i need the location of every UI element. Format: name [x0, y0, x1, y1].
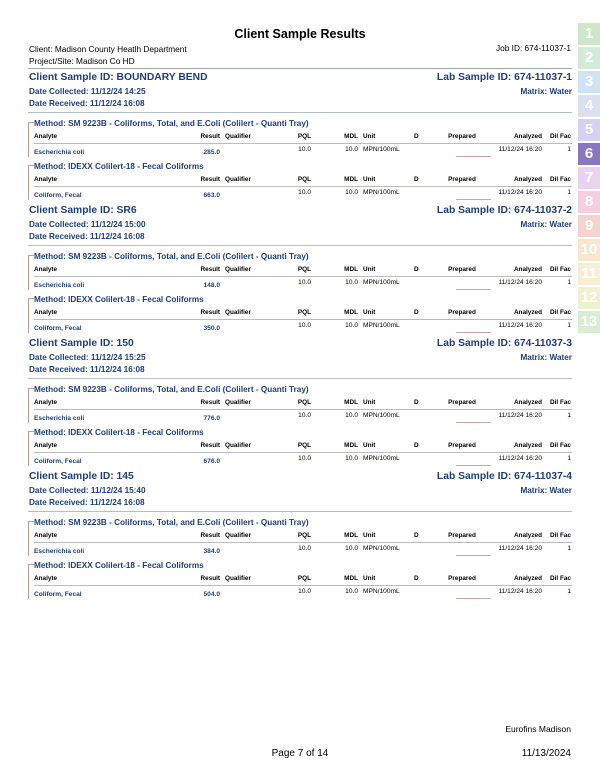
page-tab-8[interactable]: 8	[578, 191, 600, 213]
pql-value: 10.0	[298, 189, 311, 196]
date-collected: Date Collected: 11/12/24 15:00	[29, 220, 146, 229]
date-collected: Date Collected: 11/12/24 15:40	[29, 486, 146, 495]
col-analyte: Analyte	[34, 532, 58, 539]
col-pql: PQL	[297, 575, 311, 582]
column-header-divider	[34, 585, 572, 586]
analyzed-value: 11/12/24 16:20	[498, 545, 542, 552]
method-title: Method: IDEXX Colilert-18 - Fecal Coliforms	[34, 295, 204, 304]
client-sample-id: Client Sample ID: SR6	[29, 205, 137, 216]
result-value: 285.0	[203, 149, 220, 156]
footer-page-number: Page 7 of 14	[271, 748, 329, 759]
method-title: Method: IDEXX Colilert-18 - Fecal Coliforms	[34, 428, 204, 437]
col-analyzed: Analyzed	[513, 266, 542, 273]
dil-fac-value: 1	[567, 545, 571, 552]
sample-header	[28, 203, 572, 249]
method-title: Method: SM 9223B - Coliforms, Total, and E.Coli (Colilert - Quanti Tray)	[34, 385, 309, 394]
analyte-name: Coliform, Fecal	[34, 192, 82, 199]
sample-divider	[28, 112, 572, 113]
method-title: Method: SM 9223B - Coliforms, Total, and E.Coli (Colilert - Quanti Tray)	[34, 252, 309, 261]
dil-fac-value: 1	[567, 322, 571, 329]
date-received: Date Received: 11/12/24 16:08	[29, 99, 145, 108]
date-collected: Date Collected: 11/12/24 15:25	[29, 353, 146, 362]
col-analyte: Analyte	[34, 399, 58, 406]
dil-fac-value: 1	[567, 455, 571, 462]
page-tab-5[interactable]: 5	[578, 119, 600, 141]
pql-value: 10.0	[298, 588, 311, 595]
col-result: Result	[200, 575, 220, 582]
column-header-row	[28, 176, 572, 186]
method-block	[28, 559, 572, 602]
col-pql: PQL	[297, 176, 311, 183]
col-dil-fac: Dil Fac	[550, 133, 571, 140]
matrix: Matrix: Water	[520, 87, 572, 96]
col-qualifier: Qualifier	[225, 575, 251, 582]
col-unit: Unit	[363, 532, 376, 539]
method-title: Method: IDEXX Colilert-18 - Fecal Coliforms	[34, 561, 204, 570]
table-row	[28, 412, 572, 423]
col-result: Result	[200, 532, 220, 539]
client-sample-id: Client Sample ID: BOUNDARY BEND	[29, 72, 208, 83]
col-prepared: Prepared	[448, 575, 476, 582]
dil-fac-value: 1	[567, 279, 571, 286]
col-pql: PQL	[297, 266, 311, 273]
page-tab-strip	[578, 23, 600, 335]
col-prepared: Prepared	[448, 176, 476, 183]
page-tab-7[interactable]: 7	[578, 167, 600, 189]
analyzed-value: 11/12/24 16:20	[498, 455, 542, 462]
date-received: Date Received: 11/12/24 16:08	[29, 232, 145, 241]
table-row	[28, 545, 572, 556]
column-header-row	[28, 532, 572, 542]
col-prepared: Prepared	[448, 309, 476, 316]
sample-divider	[28, 511, 572, 512]
mdl-value: 10.0	[345, 545, 358, 552]
col-result: Result	[200, 176, 220, 183]
page-title: Client Sample Results	[234, 27, 366, 41]
method-block	[28, 160, 572, 203]
pql-value: 10.0	[298, 455, 311, 462]
col-analyte: Analyte	[34, 442, 58, 449]
col-analyte: Analyte	[34, 176, 58, 183]
col-analyte: Analyte	[34, 133, 58, 140]
col-qualifier: Qualifier	[225, 176, 251, 183]
method-block	[28, 293, 572, 336]
page-tab-3[interactable]: 3	[578, 71, 600, 93]
result-value: 663.0	[203, 192, 220, 199]
mdl-value: 10.0	[345, 189, 358, 196]
dil-fac-value: 1	[567, 412, 571, 419]
col-prepared: Prepared	[448, 133, 476, 140]
column-header-divider	[34, 452, 572, 453]
col-qualifier: Qualifier	[225, 532, 251, 539]
result-value: 148.0	[203, 282, 220, 289]
unit-value: MPN/100mL	[363, 146, 400, 153]
mdl-value: 10.0	[345, 455, 358, 462]
col-unit: Unit	[363, 266, 376, 273]
col-analyzed: Analyzed	[513, 575, 542, 582]
mdl-value: 10.0	[345, 322, 358, 329]
analyte-name: Escherichia coli	[34, 282, 85, 289]
method-title: Method: SM 9223B - Coliforms, Total, and E.Coli (Colilert - Quanti Tray)	[34, 119, 309, 128]
sample-divider	[28, 378, 572, 379]
result-value: 384.0	[203, 548, 220, 555]
lab-sample-id: Lab Sample ID: 674-11037-3	[436, 338, 572, 349]
pql-value: 10.0	[298, 545, 311, 552]
unit-value: MPN/100mL	[363, 279, 400, 286]
sample-divider	[28, 245, 572, 246]
col-mdl: MDL	[344, 266, 358, 273]
column-header-divider	[34, 143, 572, 144]
method-title: Method: IDEXX Colilert-18 - Fecal Coliforms	[34, 162, 204, 171]
method-block	[28, 516, 572, 559]
pql-value: 10.0	[298, 279, 311, 286]
page-tab-6[interactable]: 6	[578, 143, 600, 165]
job-id: Job ID: 674-11037-1	[495, 43, 571, 53]
col-analyte: Analyte	[34, 575, 58, 582]
column-header-row	[28, 575, 572, 585]
sample-block	[28, 336, 572, 469]
date-received: Date Received: 11/12/24 16:08	[29, 498, 145, 507]
analyzed-value: 11/12/24 16:20	[498, 322, 542, 329]
sample-block	[28, 469, 572, 602]
sample-header	[28, 70, 572, 116]
col-analyzed: Analyzed	[513, 532, 542, 539]
column-header-row	[28, 442, 572, 452]
col-dil-fac: Dil Fac	[550, 309, 571, 316]
col-unit: Unit	[363, 309, 376, 316]
col-dil-fac: Dil Fac	[550, 442, 571, 449]
mdl-value: 10.0	[345, 146, 358, 153]
col-pql: PQL	[297, 442, 311, 449]
column-header-row	[28, 309, 572, 319]
method-block	[28, 250, 572, 293]
col-analyzed: Analyzed	[513, 442, 542, 449]
sample-header	[28, 469, 572, 515]
prepared-underline	[456, 555, 491, 556]
prepared-underline	[456, 598, 491, 599]
page-tab-11[interactable]: 11	[578, 263, 600, 285]
table-row	[28, 279, 572, 290]
column-header-divider	[34, 276, 572, 277]
prepared-underline	[456, 289, 491, 290]
project-site: Project/Site: Madison Co HD	[29, 56, 135, 66]
analyte-name: Coliform, Fecal	[34, 591, 82, 598]
col-result: Result	[200, 133, 220, 140]
col-pql: PQL	[297, 309, 311, 316]
col-qualifier: Qualifier	[225, 309, 251, 316]
col-qualifier: Qualifier	[225, 133, 251, 140]
mdl-value: 10.0	[345, 279, 358, 286]
column-header-row	[28, 266, 572, 276]
col-mdl: MDL	[344, 575, 358, 582]
page-tab-4[interactable]: 4	[578, 95, 600, 117]
col-prepared: Prepared	[448, 266, 476, 273]
col-mdl: MDL	[344, 133, 358, 140]
unit-value: MPN/100mL	[363, 588, 400, 595]
col-d: D	[414, 399, 419, 406]
col-analyzed: Analyzed	[513, 133, 542, 140]
pql-value: 10.0	[298, 146, 311, 153]
column-header-divider	[34, 186, 572, 187]
matrix: Matrix: Water	[520, 486, 572, 495]
method-block	[28, 383, 572, 426]
col-qualifier: Qualifier	[225, 266, 251, 273]
pql-value: 10.0	[298, 412, 311, 419]
col-prepared: Prepared	[448, 532, 476, 539]
col-dil-fac: Dil Fac	[550, 532, 571, 539]
analyte-name: Escherichia coli	[34, 149, 85, 156]
page-tab-10[interactable]: 10	[578, 239, 600, 261]
matrix: Matrix: Water	[520, 353, 572, 362]
col-qualifier: Qualifier	[225, 399, 251, 406]
table-row	[28, 146, 572, 157]
prepared-underline	[456, 465, 491, 466]
analyte-name: Escherichia coli	[34, 415, 85, 422]
col-analyzed: Analyzed	[513, 309, 542, 316]
col-analyzed: Analyzed	[513, 176, 542, 183]
col-d: D	[414, 176, 419, 183]
col-unit: Unit	[363, 133, 376, 140]
prepared-underline	[456, 332, 491, 333]
page-tab-2[interactable]: 2	[578, 47, 600, 69]
analyzed-value: 11/12/24 16:20	[498, 412, 542, 419]
col-d: D	[414, 266, 419, 273]
col-d: D	[414, 532, 419, 539]
col-pql: PQL	[297, 399, 311, 406]
col-analyte: Analyte	[34, 266, 58, 273]
unit-value: MPN/100mL	[363, 412, 400, 419]
col-mdl: MDL	[344, 399, 358, 406]
result-value: 350.0	[203, 325, 220, 332]
column-header-divider	[34, 542, 572, 543]
date-collected: Date Collected: 11/12/24 14:25	[29, 87, 146, 96]
col-pql: PQL	[297, 133, 311, 140]
col-result: Result	[200, 266, 220, 273]
col-dil-fac: Dil Fac	[550, 399, 571, 406]
page-tab-12[interactable]: 12	[578, 287, 600, 309]
col-prepared: Prepared	[448, 442, 476, 449]
unit-value: MPN/100mL	[363, 189, 400, 196]
col-unit: Unit	[363, 442, 376, 449]
sample-block	[28, 70, 572, 203]
footer-date: 11/13/2024	[521, 748, 571, 759]
method-block	[28, 426, 572, 469]
date-received: Date Received: 11/12/24 16:08	[29, 365, 145, 374]
samples-list	[28, 70, 572, 602]
col-unit: Unit	[363, 575, 376, 582]
col-dil-fac: Dil Fac	[550, 575, 571, 582]
unit-value: MPN/100mL	[363, 322, 400, 329]
method-title: Method: SM 9223B - Coliforms, Total, and E.Coli (Colilert - Quanti Tray)	[34, 518, 309, 527]
col-unit: Unit	[363, 176, 376, 183]
col-prepared: Prepared	[448, 399, 476, 406]
column-header-row	[28, 399, 572, 409]
client-sample-id: Client Sample ID: 145	[29, 471, 134, 482]
header-client-info	[29, 43, 187, 67]
column-header-divider	[34, 319, 572, 320]
header-divider	[28, 68, 572, 69]
analyte-name: Coliform, Fecal	[34, 325, 82, 332]
methods-list	[28, 383, 572, 469]
column-header-row	[28, 133, 572, 143]
dil-fac-value: 1	[567, 189, 571, 196]
prepared-underline	[456, 199, 491, 200]
table-row	[28, 588, 572, 599]
analyzed-value: 11/12/24 16:20	[498, 189, 542, 196]
analyte-name: Coliform, Fecal	[34, 458, 82, 465]
col-mdl: MDL	[344, 532, 358, 539]
result-value: 676.0	[203, 458, 220, 465]
page-tab-1[interactable]: 1	[578, 23, 600, 45]
col-qualifier: Qualifier	[225, 442, 251, 449]
mdl-value: 10.0	[345, 412, 358, 419]
unit-value: MPN/100mL	[363, 455, 400, 462]
col-analyte: Analyte	[34, 309, 58, 316]
col-d: D	[414, 133, 419, 140]
method-block	[28, 117, 572, 160]
analyzed-value: 11/12/24 16:20	[498, 279, 542, 286]
client-name: Client: Madison County Heatlh Department	[29, 44, 187, 54]
dil-fac-value: 1	[567, 146, 571, 153]
col-analyzed: Analyzed	[513, 399, 542, 406]
methods-list	[28, 117, 572, 203]
col-d: D	[414, 442, 419, 449]
col-dil-fac: Dil Fac	[550, 266, 571, 273]
methods-list	[28, 250, 572, 336]
unit-value: MPN/100mL	[363, 545, 400, 552]
matrix: Matrix: Water	[520, 220, 572, 229]
sample-header	[28, 336, 572, 382]
result-value: 776.0	[203, 415, 220, 422]
col-mdl: MDL	[344, 309, 358, 316]
col-d: D	[414, 575, 419, 582]
col-d: D	[414, 309, 419, 316]
pql-value: 10.0	[298, 322, 311, 329]
col-result: Result	[200, 442, 220, 449]
col-result: Result	[200, 399, 220, 406]
dil-fac-value: 1	[567, 588, 571, 595]
col-pql: PQL	[297, 532, 311, 539]
lab-sample-id: Lab Sample ID: 674-11037-4	[436, 471, 572, 482]
column-header-divider	[34, 409, 572, 410]
analyzed-value: 11/12/24 16:20	[498, 146, 542, 153]
col-mdl: MDL	[344, 442, 358, 449]
mdl-value: 10.0	[345, 588, 358, 595]
prepared-underline	[456, 156, 491, 157]
footer-company: Eurofins Madison	[505, 724, 571, 734]
col-mdl: MDL	[344, 176, 358, 183]
lab-sample-id: Lab Sample ID: 674-11037-2	[436, 205, 572, 216]
col-dil-fac: Dil Fac	[550, 176, 571, 183]
table-row	[28, 455, 572, 466]
sample-block	[28, 203, 572, 336]
result-value: 504.0	[203, 591, 220, 598]
page-tab-9[interactable]: 9	[578, 215, 600, 237]
client-sample-id: Client Sample ID: 150	[29, 338, 134, 349]
prepared-underline	[456, 422, 491, 423]
analyzed-value: 11/12/24 16:20	[498, 588, 542, 595]
table-row	[28, 189, 572, 200]
methods-list	[28, 516, 572, 602]
col-unit: Unit	[363, 399, 376, 406]
col-result: Result	[200, 309, 220, 316]
table-row	[28, 322, 572, 333]
analyte-name: Escherichia coli	[34, 548, 85, 555]
page-tab-13[interactable]: 13	[578, 311, 600, 333]
lab-sample-id: Lab Sample ID: 674-11037-1	[436, 72, 572, 83]
